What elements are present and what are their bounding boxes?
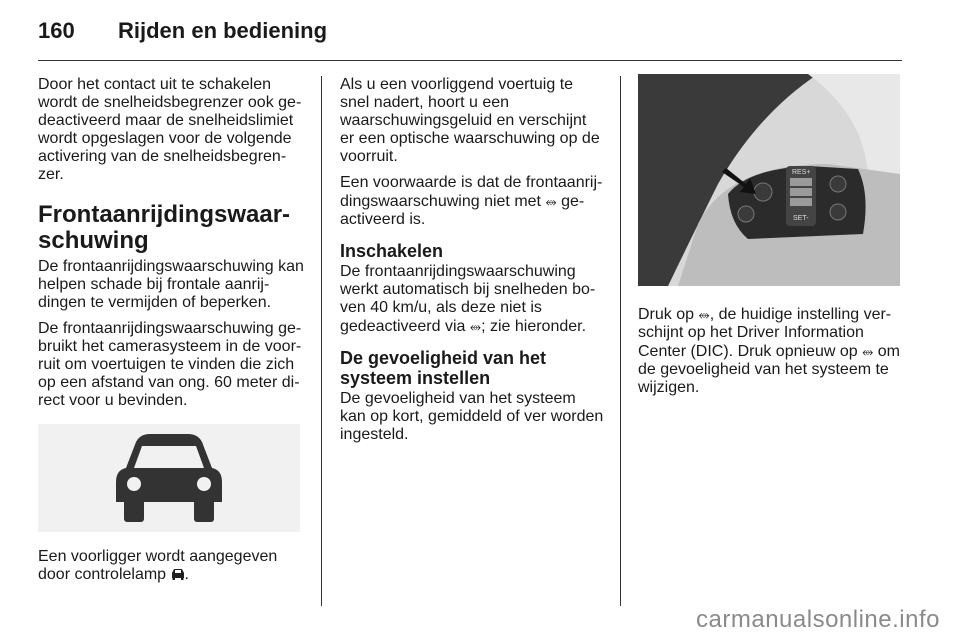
chapter-title: Rijden en bediening [118, 18, 328, 43]
press-text-c: om de gevoeligheid van het systeem te wijzigen. [638, 343, 900, 396]
section-heading-activate: Inschakelen [340, 241, 444, 261]
paragraph-activate [340, 263, 604, 336]
column-divider-1 [321, 76, 322, 606]
collision-alert-icon: ⥈ [469, 318, 482, 334]
column-3 [638, 76, 902, 405]
steering-wheel-figure [638, 74, 900, 286]
section-heading-collision-warning: Frontaanrijdingswaarschuwing [38, 201, 291, 254]
set-button-label: SET- [793, 215, 809, 222]
paragraph-camera: De frontaanrijdingswaarschuwing gebruikt het camerasysteem in de voorruit om voertuigen te vinden die zich op een afstand van ong. 60 meter direct voor u bevinden. [38, 320, 302, 409]
column-1 [38, 76, 306, 592]
column-2 [340, 76, 604, 452]
paragraph-intro: De frontaanrijdingswaarschuwing kan helpen schade bij frontale aanrijdingen te vermijden of beperken. [38, 258, 304, 311]
collision-alert-icon: ⥈ [545, 193, 557, 209]
activate-text-a: De frontaanrijdingswaarschuwing werkt automatisch bij snelheden boven 40 km/u, als deze niet is gedeactiveerd via [340, 263, 596, 335]
page-header [38, 18, 902, 48]
caption-text: Een voorligger wordt aangegeven door controlelamp [38, 548, 278, 583]
activate-text-b: ; zie hieronder. [481, 318, 587, 335]
page-number: 160 [38, 18, 75, 43]
press-text-a: Druk op [638, 306, 695, 323]
collision-alert-icon: ⥈ [698, 306, 710, 322]
vehicle-ahead-icon [114, 432, 224, 524]
section-heading-sensitivity: De gevoeligheid van het systeem instellen [340, 348, 547, 388]
condition-text-b: geactiveerd is. [340, 193, 585, 228]
paragraph-speed-limiter: Door het contact uit te schakelen wordt de snelheidsbegrenzer ook gedeactiveerd maar de snelheidslimiet wordt opgeslagen voor de volgende activering van de snelheidsbegrenzer. [38, 76, 302, 183]
res-button-label: RES+ [792, 169, 811, 176]
condition-text-a: Een voorwaarde is dat de frontaanrijdingswaarschuwing niet met [340, 174, 603, 210]
paragraph-condition [340, 174, 604, 229]
vehicle-ahead-inline-icon [171, 568, 185, 580]
vehicle-ahead-figure [38, 424, 300, 532]
column-divider-2 [620, 76, 621, 606]
press-text-b: , de huidige instelling verschijnt op het Driver Information Center (DIC). Druk opnieuw op [638, 306, 892, 360]
header-divider [38, 60, 902, 61]
figure-caption [38, 548, 306, 584]
caption-end: . [184, 566, 189, 583]
paragraph-press [638, 305, 902, 397]
paragraph-sensitivity: De gevoeligheid van het systeem kan op kort, gemiddeld of ver worden ingesteld. [340, 390, 604, 443]
collision-alert-icon: ⥈ [862, 343, 874, 359]
watermark: carmanualsonline.info [696, 606, 940, 633]
paragraph-warning: Als u een voorliggend voertuig te snel nadert, hoort u een waarschuwingsgeluid en verschijnt er een optische waarschuwing op de voorruit. [340, 76, 600, 165]
